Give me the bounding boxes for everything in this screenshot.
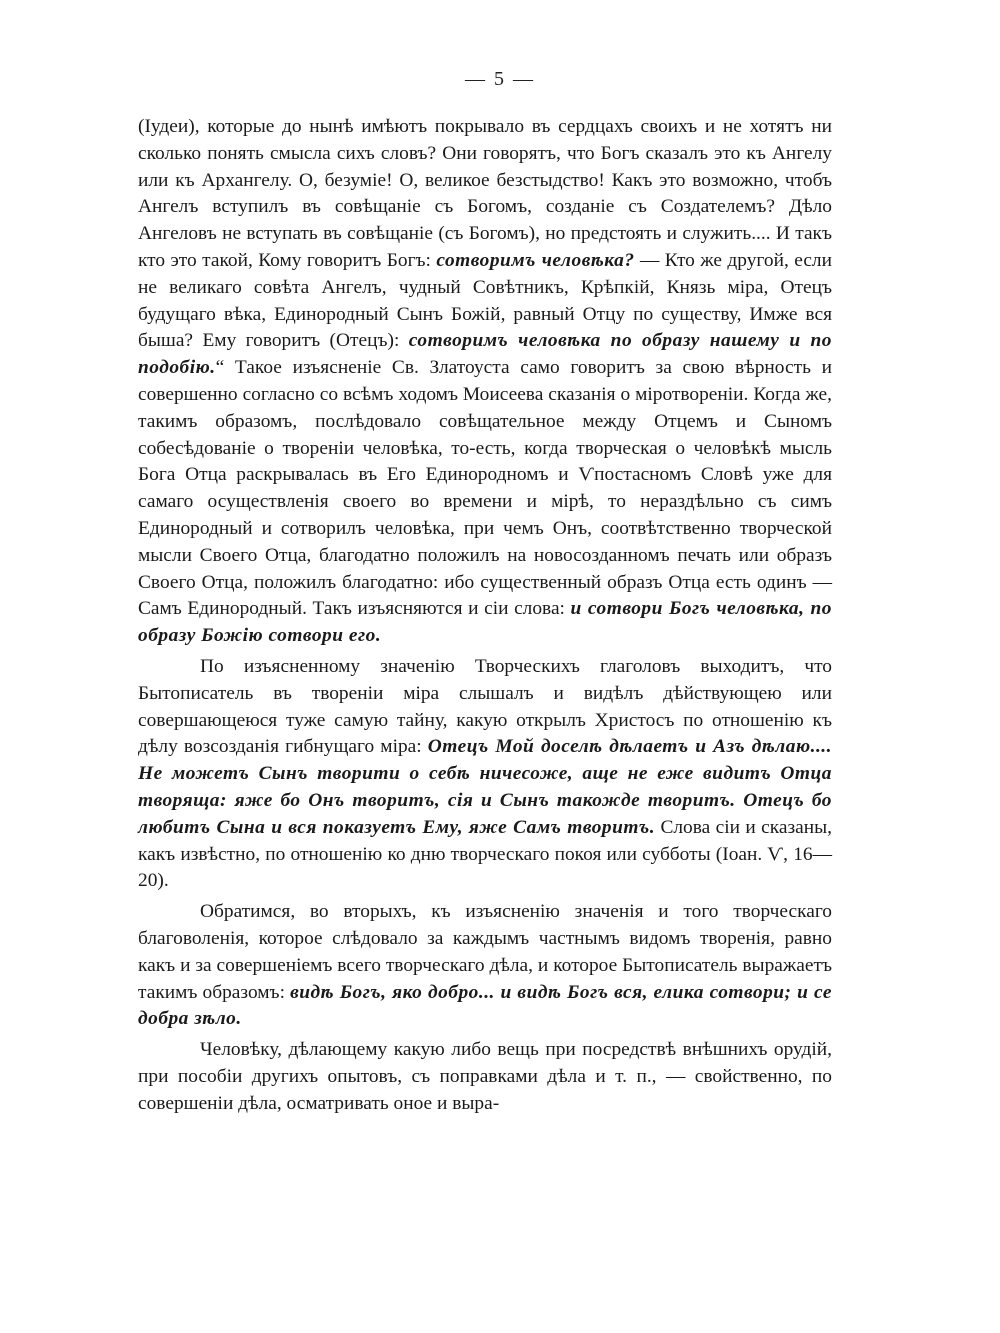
paragraph-2 <box>138 654 832 895</box>
emphasized-quote: сотворимъ человѣка по образу нашему и по подобію. <box>138 330 832 379</box>
emphasized-quote: видѣ Богъ, яко добро... и видѣ Богъ вся, елика сотвори; и се добра зѣло. <box>138 981 832 1030</box>
paragraph-4 <box>138 1037 832 1117</box>
emphasized-quote: Отецъ Мой доселѣ дѣлаетъ и Азъ дѣлаю.... Не можетъ Сынъ творити о себѣ ничесоже, аще не еже видитъ Отца творяща: яже бо Онъ творитъ, сія и Сынъ такожде творитъ. Отецъ бо любитъ Сына и вся показуетъ Ему, яже Самъ творитъ. <box>138 736 832 838</box>
text-body <box>138 114 832 1117</box>
page-number: — 5 — <box>465 68 535 90</box>
text-segment: Человѣку, дѣлающему какую либо вещь при посредствѣ внѣшнихъ орудій, при пособіи другихъ опытовъ, съ поправками дѣла и т. п., — свойственно, по совершеніи дѣла, осматривать оное и выра- <box>138 1039 832 1114</box>
paragraph-3 <box>138 899 832 1033</box>
paragraph-1 <box>138 114 832 650</box>
text-segment: “ Такое изъясненіе Св. Златоуста само говоритъ за свою вѣрность и совершенно согласно со всѣмъ ходомъ Моисеева сказанія о міротвореніи. Когда же, такимъ образомъ, послѣдовало совѣщательное между Отцемъ и Сыномъ собесѣдованіе о твореніи человѣка, то-есть, когда творческая о человѣкѣ мысль Бога Отца раскрывалась въ Его Единородномъ и Ѵпостасномъ Словѣ уже для самаго осуществленія своего во времени и мірѣ, то нераздѣльно съ симъ Единородный и сотворилъ человѣка, при чемъ Онъ, соотвѣтственно творческой мысли Своего Отца, благодатно положилъ на новосозданномъ печать или образъ Своего Отца, положилъ благодатно: ибо существенный образъ Отца есть одинъ — Самъ Единородный. Такъ изъясняются и сіи слова: <box>138 357 832 620</box>
text-segment: Обратимся, во вторыхъ, къ изъясненію значенія и того творческаго благоволенія, которое слѣдовало за каждымъ частнымъ видомъ творенія, равно какъ и за совершеніемъ всего творческаго дѣла, и которое Бытописатель выражаетъ такимъ образомъ: <box>138 901 832 1003</box>
text-segment: (Іудеи), которые до нынѣ имѣютъ покрывало въ сердцахъ своихъ и не хотятъ ни сколько понять смысла сихъ словъ? Они говорятъ, что Богъ сказалъ это къ Ангелу или къ Архангелу. О, безуміе! О, великое безстыдство! Какъ это возможно, чтобъ Ангелъ вступилъ въ совѣщаніе съ Богомъ, созданіе съ Создателемъ? Дѣло Ангеловъ не вступать въ совѣщаніе (съ Богомъ), но предстоять и служить.... И такъ кто это такой, Кому говоритъ Богъ: <box>138 116 832 271</box>
text-segment: По изъясненному значенію Творческихъ глаголовъ выходитъ, что Бытописатель въ твореніи міра слышалъ и видѣлъ дѣйствующею или совершающеюся туже самую тайну, какую открылъ Христосъ по отношенію къ дѣлу возсозданія гибнущаго міра: <box>138 655 832 758</box>
emphasized-quote: и сотвори Богъ человѣка, по образу Божію сотвори его. <box>138 598 832 647</box>
text-segment: — Кто же другой, если не великаго совѣта Ангелъ, чудный Совѣтникъ, Крѣпкій, Князь міра, Отецъ будущаго вѣка, Единородный Сынъ Божій, равный Отцу по существу, Имже вся быша? Ему говоритъ (Отецъ): <box>138 249 832 352</box>
text-segment: Слова сіи и сказаны, какъ извѣстно, по отношенію ко дню творческаго покоя или субботы (Іоан. Ѵ, 16—20). <box>138 816 832 892</box>
emphasized-quote: сотворимъ человѣка? <box>436 249 635 271</box>
